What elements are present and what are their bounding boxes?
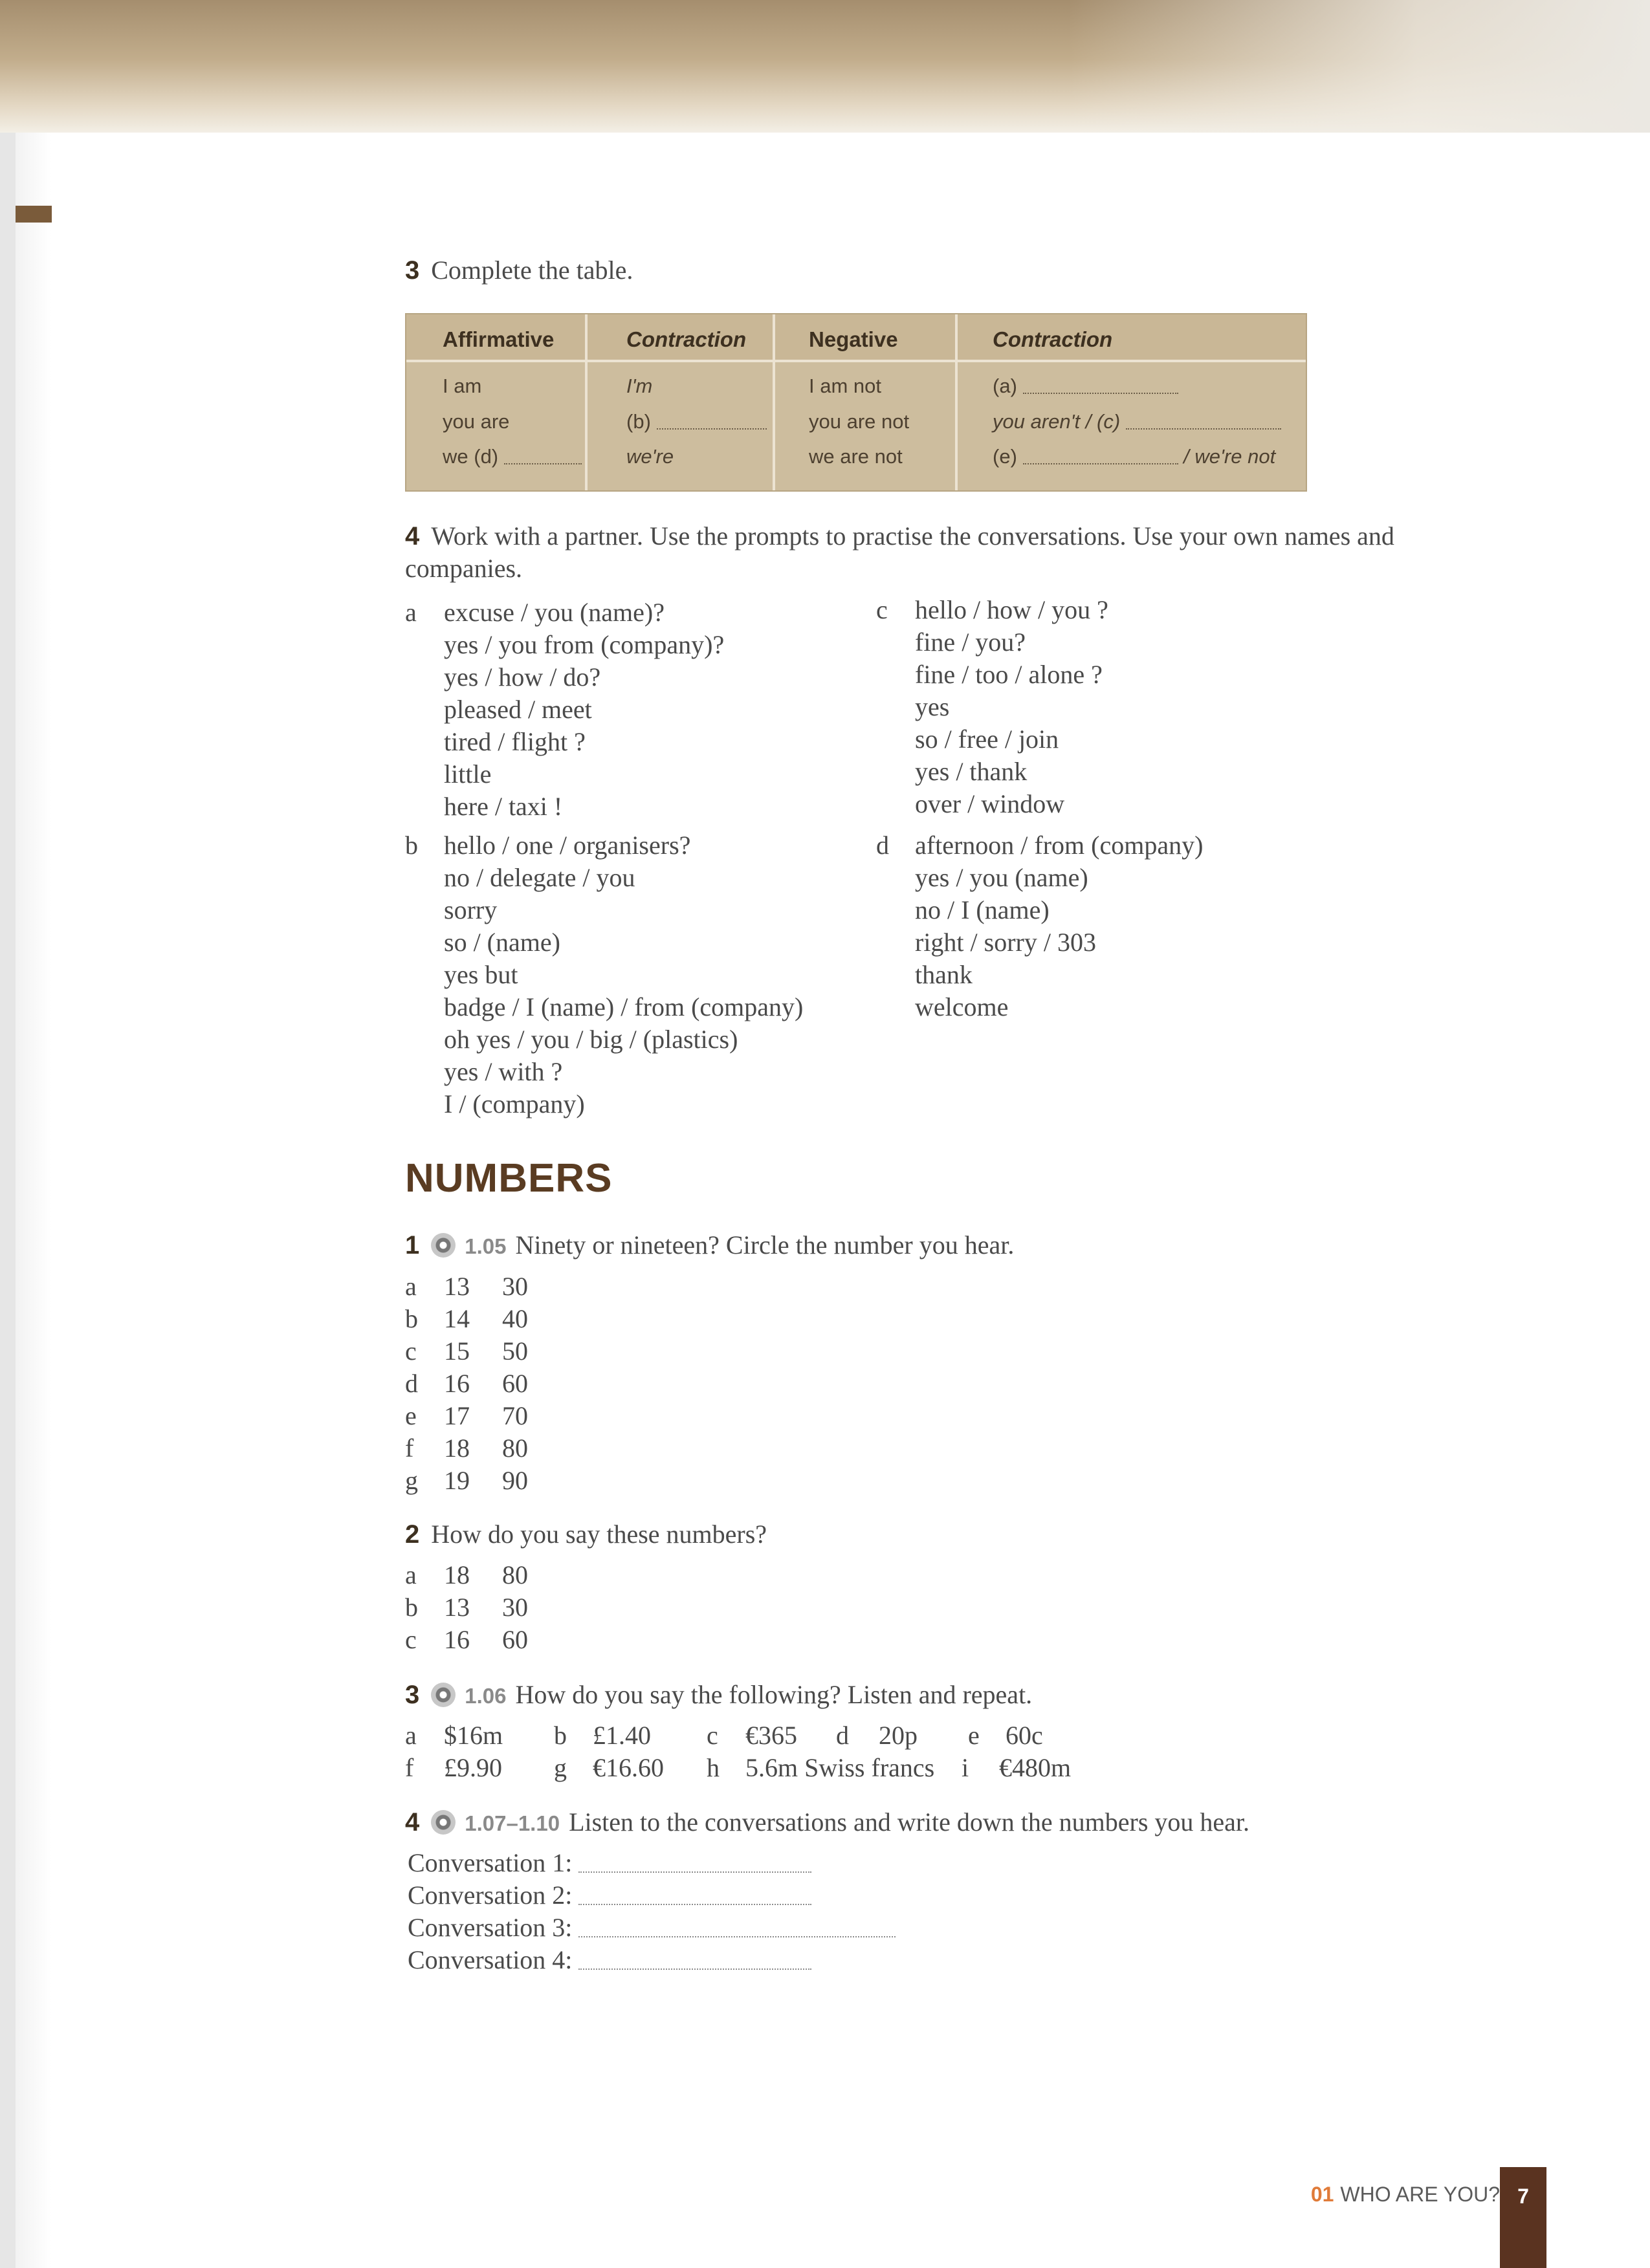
audio-cd-icon[interactable] — [431, 1810, 456, 1835]
exercise-number: 3 — [405, 256, 420, 285]
table-cell-blank[interactable]: (e) / we're not — [993, 445, 1276, 468]
list-item: b 13 30 — [405, 1593, 528, 1622]
conversation-answer[interactable]: Conversation 2: — [408, 1879, 896, 1912]
audio-track: 1.06 — [465, 1684, 507, 1708]
list-item: f 18 80 — [405, 1434, 528, 1463]
answer-line — [657, 411, 767, 430]
list-row: a $16m b £1.40 c €365 d 20p e 60c — [405, 1721, 1043, 1750]
prompt-group-d: d afternoon / from (company) yes / you (name) no / I (name) right / sorry / 303 thank welcome — [876, 831, 1204, 1021]
list-item: e 17 70 — [405, 1401, 528, 1430]
list-item: a 13 30 — [405, 1272, 528, 1301]
table-cell: I'm — [626, 375, 653, 397]
table-cell: you are — [443, 410, 510, 433]
list-item: c 16 60 — [405, 1625, 528, 1654]
numbers-q1-list — [405, 1270, 528, 1497]
numbers-q3-heading: 3 1.06 How do you say the following? Listen and repeat. — [405, 1680, 1033, 1709]
audio-cd-icon[interactable] — [431, 1683, 456, 1707]
table-cell: you are not — [809, 410, 910, 433]
list-item: c 15 50 — [405, 1336, 528, 1366]
numbers-q2-list — [405, 1559, 528, 1656]
exercise-3-heading — [405, 254, 633, 287]
prompt-group-b: b hello / one / organisers? no / delegate / you sorry so / (name) yes but badge / I (name) / from (company) oh yes / you / big / (plastics) yes / with ? I / (company) — [405, 831, 804, 1118]
list-item: b 14 40 — [405, 1304, 528, 1333]
conversation-answer[interactable]: Conversation 4: — [408, 1944, 896, 1976]
header-negative: Negative — [809, 327, 898, 351]
page-number: 7 — [1500, 2167, 1546, 2268]
exercise-4-heading — [405, 520, 1505, 585]
page-edge-mark — [16, 206, 52, 223]
answer-line — [1023, 446, 1178, 464]
table-cell-blank[interactable]: you aren't / (c) — [993, 410, 1281, 433]
answer-line — [578, 1884, 811, 1905]
table-cell: we're — [626, 445, 674, 468]
table-cell-blank[interactable]: (b) — [626, 410, 767, 433]
table-cell: I am not — [809, 375, 881, 397]
table-cell-blank[interactable]: we (d) — [443, 445, 582, 468]
list-item: g 19 90 — [405, 1466, 528, 1495]
audio-track: 1.05 — [465, 1234, 507, 1258]
table-cell: I am — [443, 375, 482, 397]
answer-line — [504, 446, 582, 464]
exercise-number: 4 — [405, 522, 420, 551]
list-item: d 16 60 — [405, 1369, 528, 1398]
table-cell-blank[interactable]: (a) — [993, 375, 1178, 398]
answer-line — [578, 1949, 811, 1970]
answer-line — [578, 1852, 811, 1873]
prompt-group-a: a excuse / you (name)? yes / you from (company)? yes / how / do? pleased / meet tired / flight ? little here / taxi ! — [405, 598, 725, 821]
grammar-table — [405, 313, 1307, 492]
numbers-q1-heading: 1 1.05 Ninety or nineteen? Circle the number you hear. — [405, 1230, 1015, 1259]
exercise-instruction: Complete the table. — [431, 256, 633, 285]
list-item: a 18 80 — [405, 1560, 528, 1589]
numbers-q2-heading: 2 How do you say these numbers? — [405, 1520, 767, 1549]
conversation-answer[interactable]: Conversation 3: — [408, 1912, 896, 1944]
header-affirmative: Affirmative — [443, 327, 555, 351]
section-title: NUMBERS — [405, 1156, 613, 1201]
exercise-instruction: Work with a partner. Use the prompts to practise the conversations. Use your own names and — [431, 521, 1394, 551]
conversation-answer[interactable]: Conversation 1: — [408, 1847, 896, 1879]
numbers-q3-list — [405, 1719, 1071, 1784]
answer-line — [578, 1917, 896, 1937]
page-footer — [1132, 2167, 1650, 2225]
exercise-instruction-cont: companies. — [405, 554, 523, 583]
header-contraction: Contraction — [993, 327, 1113, 351]
audio-cd-icon[interactable] — [431, 1233, 456, 1258]
header-band — [0, 0, 1650, 133]
numbers-q4-list — [408, 1847, 896, 1976]
numbers-q4-heading: 4 1.07–1.10 Listen to the conversations and write down the numbers you hear. — [405, 1807, 1250, 1837]
prompt-group-c: c hello / how / you ? fine / you? fine / too / alone ? yes so / free / join yes / thank over / window — [876, 595, 1108, 818]
answer-line — [1126, 411, 1281, 430]
audio-track: 1.07–1.10 — [465, 1811, 560, 1835]
scan-shadow — [16, 133, 52, 2268]
header-contraction: Contraction — [626, 327, 747, 351]
scan-edge — [0, 0, 16, 2268]
answer-line — [1023, 376, 1178, 394]
table-cell: we are not — [809, 445, 903, 468]
list-row: f £9.90 g €16.60 h 5.6m Swiss francs i €480m — [405, 1753, 1072, 1782]
footer-unit-title: 01 WHO ARE YOU? — [1310, 2183, 1500, 2206]
